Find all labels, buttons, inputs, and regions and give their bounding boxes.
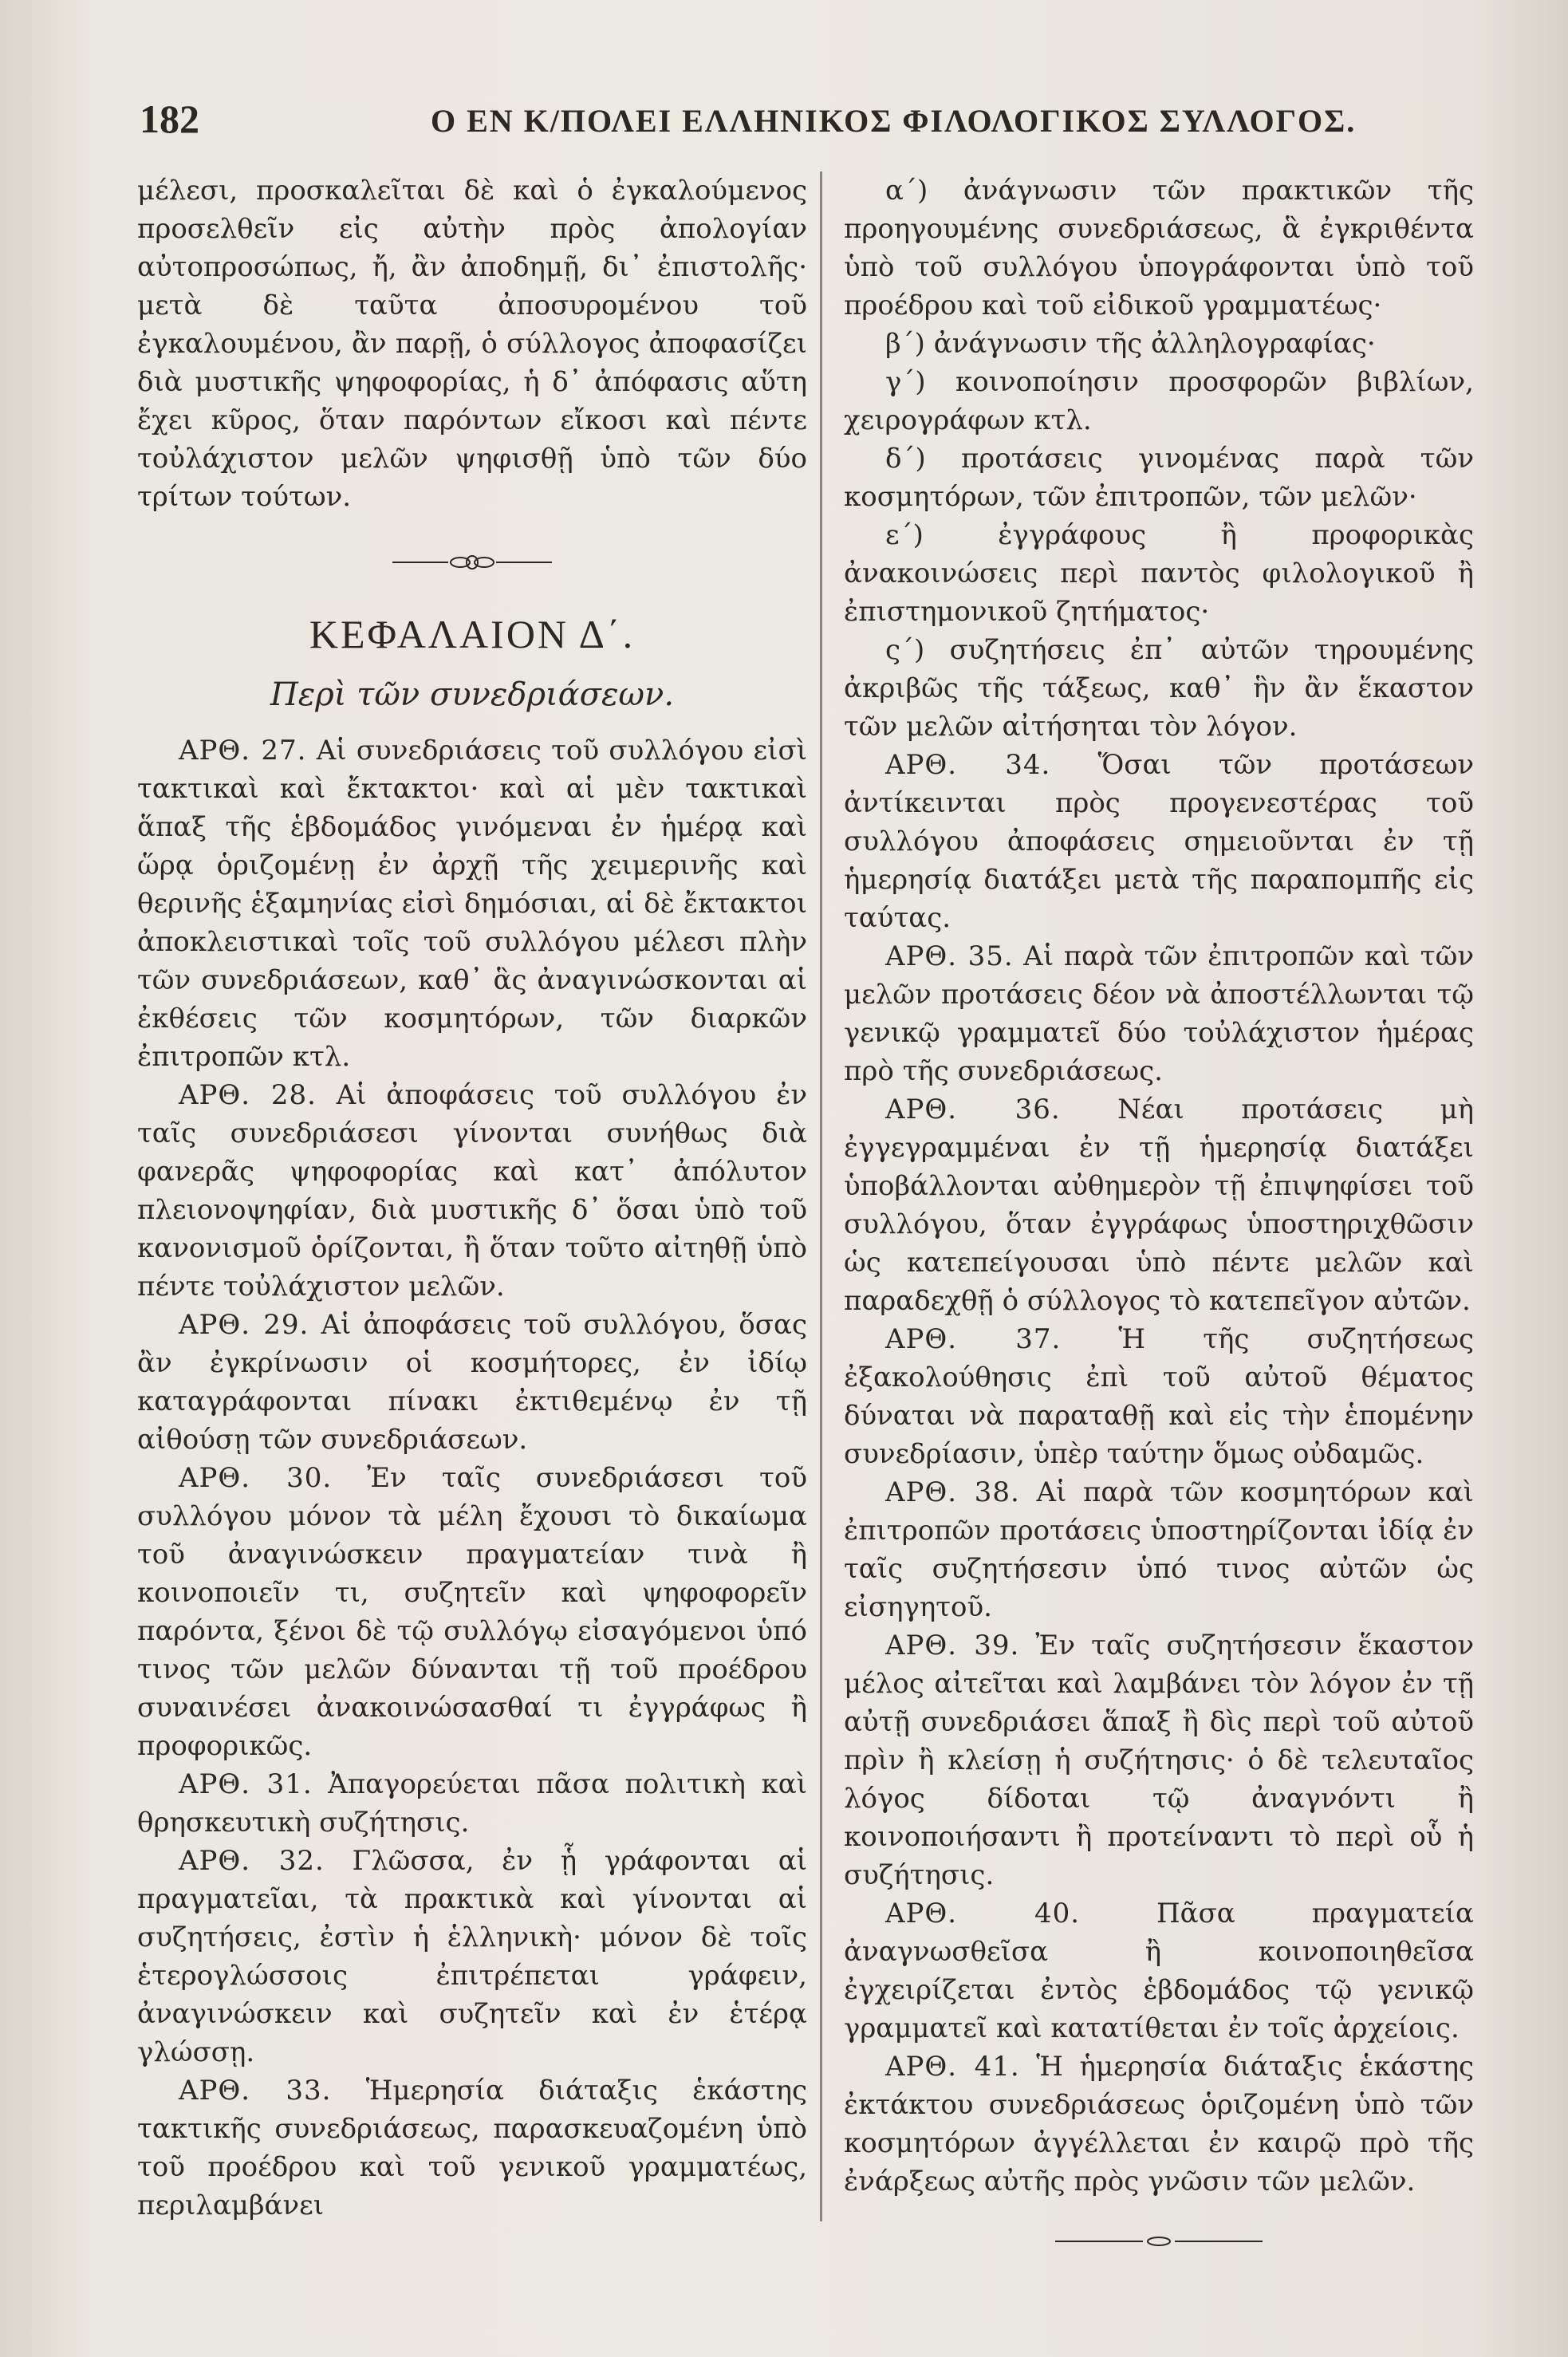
article-40 [844,1894,1474,2048]
article-text: Ἐν ταῖς συνεδριάσεσι τοῦ συλλόγου μόνον τὰ μέλη ἔχουσι τὸ δικαίωμα τοῦ ἀναγινώσκειν πραγματείαν τινὰ ἢ κοινοποιεῖν τι, συζητεῖν καὶ ψηφοφορεῖν παρόντα, ξένοι δὲ τῷ συλλόγῳ εἰσαγόμενοι ὑπό τινος τῶν μελῶν δύνανται τῇ τοῦ προέδρου συναινέσει ἀνακοινώσασθαί τι ἐγγράφως ἢ προφορικῶς. [137,1462,807,1762]
article-32 [137,1842,807,2071]
article-number: ΑΡΘ. 39. [885,1630,1020,1661]
article-28 [137,1076,807,1306]
opening-paragraph: μέλεσι, προσκαλεῖται δὲ καὶ ὁ ἐγκαλούμενος προσελθεῖν εἰς αὐτὴν πρὸς ἀπολογίαν αὐτοπροσώπως, ἤ, ἂν ἀποδημῇ, δι᾽ ἐπιστολῆς· μετὰ δὲ ταῦτα ἀποσυρομένου τοῦ ἐγκαλουμένου, ἂν παρῇ, ὁ σύλλογος ἀποφασίζει διὰ μυστικῆς ψηφοφορίας, ἡ δ᾽ ἀπόφασις αὕτη ἔχει κῦρος, ὅταν παρόντων εἴκοσι καὶ πέντε τοὐλάχιστον μελῶν ψηφισθῇ ὑπὸ τῶν δύο τρίτων τούτων. [137,175,807,513]
article-31 [137,1765,807,1842]
article-34 [844,746,1474,937]
running-head: Ο ΕΝ Κ/ΠΟΛΕΙ ΕΛΛΗΝΙΚΟΣ ΦΙΛΟΛΟΓΙΚΟΣ ΣΥΛΛΟΓΟΣ. [431,103,1357,139]
article-text: Ἐν ταῖς συζητήσεσιν ἕκαστον μέλος αἰτεῖται καὶ λαμβάνει τὸν λόγον ἐν τῇ αὐτῇ συνεδριάσει ἅπαξ ἢ δὶς περὶ τοῦ αὐτοῦ πρὶν ἢ κλείσῃ ἡ συζήτησις· ὁ δὲ τελευταῖος λόγος δίδοται τῷ ἀναγνόντι ἢ κοινοποιήσαντι ἢ προτείναντι τὸ περὶ οὗ ἡ συζήτησις. [844,1630,1474,1891]
end-ornament [844,2221,1474,2260]
article-number: ΑΡΘ. 32. [179,1845,325,1877]
article-35 [844,937,1474,1090]
article-text: Νέαι προτάσεις μὴ ἐγγεγραμμέναι ἐν τῇ ἡμερησίᾳ διατάξει ὑποβάλλονται αὐθημερὸν τῇ ἐπιψηφίσει τοῦ συλλόγου, ὅταν ἐγγράφως ὑποστηριχθῶσιν ὡς κατεπείγουσαι ὑπὸ πέντε μελῶν καὶ παραδεχθῇ ὁ σύλλογος τὸ κατεπεῖγον αὐτῶν. [844,1094,1474,1317]
article-33 [137,2071,807,2225]
article-text: Ἀπαγορεύεται πᾶσα πολιτικὴ καὶ θρησκευτικὴ συζήτησις. [137,1768,808,1839]
article-29 [137,1306,807,1459]
article-number: ΑΡΘ. 37. [885,1323,1062,1355]
article-text: Αἱ παρὰ τῶν κοσμητόρων καὶ ἐπιτροπῶν προτάσεις ὑποστηρίζονται ἰδίᾳ ἐν ταῖς συζητήσεσιν ὑπό τινος αὐτῶν ὡς εἰσηγητοῦ. [844,1476,1474,1623]
article-number: ΑΡΘ. 38. [885,1476,1020,1508]
article-number: ΑΡΘ. 33. [179,2075,332,2107]
article-text: Πᾶσα πραγματεία ἀναγνωσθεῖσα ἢ κοινοποιηθεῖσα ἐγχειρίζεται ἐντὸς ἑβδομάδος τῷ γενικῷ γραμματεῖ καὶ κατατίθεται ἐν τοῖς ἀρχείοις. [844,1898,1474,2044]
chapter-subtitle: Περὶ τῶν συνεδριάσεων. [270,676,675,713]
agenda-item-e: ε΄) ἐγγράφους ἢ προφορικὰς ἀνακοινώσεις περὶ παντὸς φιλολογικοῦ ἢ ἐπιστημονικοῦ ζητήματος· [844,519,1474,628]
article-number: ΑΡΘ. 34. [885,749,1051,781]
article-36 [844,1090,1474,1320]
right-column [844,171,1474,2260]
article-number: ΑΡΘ. 30. [179,1462,333,1494]
article-text: Αἱ ἀποφάσεις τοῦ συλλόγου, ὅσας ἂν ἐγκρίνωσιν οἱ κοσμήτορες, ἐν ἰδίῳ καταγράφονται πίνακι ἐκτιθεμένῳ ἐν τῇ αἰθούσῃ τῶν συνεδριάσεων. [137,1309,807,1456]
end-rule-icon [1055,2233,1263,2249]
column-divider [820,171,822,2221]
article-text: Ὅσαι τῶν προτάσεων ἀντίκεινται πρὸς προγενεστέρας τοῦ συλλόγου ἀποφάσεις σημειοῦνται ἐν τῇ ἡμερησίᾳ διατάξει μετὰ τῆς παραπομπῆς εἰς ταύτας. [844,749,1474,934]
agenda-item-f: ς΄) συζητήσεις ἐπ᾽ αὐτῶν τηρουμένης ἀκριβῶς τῆς τάξεως, καθ᾽ ἣν ἂν ἕκαστον τῶν μελῶν αἰτήσηται τὸν λόγον. [844,634,1474,743]
article-number: ΑΡΘ. 29. [179,1309,309,1341]
article-number: ΑΡΘ. 35. [885,940,1014,972]
ornament-divider [137,543,807,581]
article-41 [844,2048,1474,2201]
agenda-item-d: δ΄) προτάσεις γινομένας παρὰ τῶν κοσμητόρων, τῶν ἐπιτροπῶν, τῶν μελῶν· [844,443,1474,513]
chapter-title: ΚΕΦΑΛΑΙΟΝ Δ΄. [309,612,636,656]
article-38 [844,1473,1474,1626]
article-number: ΑΡΘ. 40. [885,1898,1081,1929]
page-number: 182 [140,97,199,141]
article-text: Αἱ παρὰ τῶν ἐπιτροπῶν καὶ τῶν μελῶν προτάσεις δέον νὰ ἀποστέλλωνται τῷ γενικῷ γραμματεῖ δύο τοὐλάχιστον ἡμέρας πρὸ τῆς συνεδριάσεως. [844,940,1474,1087]
page-header [140,96,1432,152]
article-number: ΑΡΘ. 31. [179,1768,313,1800]
article-number: ΑΡΘ. 36. [885,1094,1061,1125]
agenda-item-c: γ΄) κοινοποίησιν προσφορῶν βιβλίων, χειρογράφων κτλ. [844,366,1474,436]
article-text: Ἡ τῆς συζητήσεως ἐξακολούθησις ἐπὶ τοῦ αὐτοῦ θέματος δύναται νὰ παραταθῇ καὶ εἰς τὴν ἑπομένην συνεδρίασιν, ὑπὲρ ταύτην ὅμως οὐδαμῶς. [844,1323,1474,1470]
agenda-item-b: β΄) ἀνάγνωσιν τῆς ἀλληλογραφίας· [885,328,1376,360]
left-column [137,171,807,2225]
article-text: Ἡμερησία διάταξις ἑκάστης τακτικῆς συνεδριάσεως, παρασκευαζομένη ὑπὸ τοῦ προέδρου καὶ τοῦ γενικοῦ γραμματέως, περιλαμβάνει [137,2075,807,2221]
article-number: ΑΡΘ. 27. [179,735,307,767]
article-37 [844,1320,1474,1473]
article-text: Ἡ ἡμερησία διάταξις ἑκάστης ἐκτάκτου συνεδριάσεως ὁριζομένη ὑπὸ τῶν κοσμητόρων ἀγγέλλεται ἐν καιρῷ πρὸ τῆς ἐνάρξεως αὐτῆς πρὸς γνῶσιν τῶν μελῶν. [844,2051,1474,2197]
agenda-item-a: α΄) ἀνάγνωσιν τῶν πρακτικῶν τῆς προηγουμένης συνεδριάσεως, ἃ ἐγκριθέντα ὑπὸ τοῦ συλλόγου ὑπογράφονται ὑπὸ τοῦ προέδρου καὶ τοῦ εἰδικοῦ γραμματέως· [844,175,1474,321]
article-text: Γλῶσσα, ἐν ᾗ γράφονται αἱ πραγματεῖαι, τὰ πρακτικὰ καὶ γίνονται αἱ συζητήσεις, ἐστὶν ἡ ἑλληνικὴ· μόνον δὲ τοῖς ἑτερογλώσσοις ἐπιτρέπεται γράφειν, ἀναγινώσκειν καὶ συζητεῖν καὶ ἐν ἑτέρᾳ γλώσσῃ. [137,1845,807,2068]
article-text: Αἱ συνεδριάσεις τοῦ συλλόγου εἰσὶ τακτικαὶ καὶ ἔκτακτοι· καὶ αἱ μὲν τακτικαὶ ἅπαξ τῆς ἑβδομάδος γινόμεναι ἐν ἡμέρᾳ καὶ ὥρᾳ ὁριζομένῃ ἐν ἀρχῇ τῆς χειμερινῆς καὶ θερινῆς ἑξαμηνίας εἰσὶ δημόσιαι, αἱ δὲ ἔκτακτοι ἀποκλειστικαὶ τοῖς τοῦ συλλόγου μέλεσι πλὴν τῶν συνεδριάσεων, καθ᾽ ἃς ἀναγινώσκονται αἱ ἐκθέσεις τῶν κοσμητόρων, τῶν διαρκῶν ἐπιτροπῶν κτλ. [137,735,807,1073]
article-39 [844,1626,1474,1894]
article-number: ΑΡΘ. 28. [179,1079,317,1111]
article-30 [137,1459,807,1765]
ornament-icon [392,554,552,571]
article-text: Αἱ ἀποφάσεις τοῦ συλλόγου ἐν ταῖς συνεδριάσεσι γίνονται συνήθως διὰ φανερᾶς ψηφοφορίας καὶ κατ᾽ ἀπόλυτον πλειονοψηφίαν, διὰ μυστικῆς δ᾽ ὅσαι ὑπὸ τοῦ κανονισμοῦ ὁρίζονται, ἢ ὅταν τοῦτο αἰτηθῇ ὑπὸ πέντε τοὐλάχιστον μελῶν. [137,1079,808,1303]
article-27 [137,731,807,1076]
article-number: ΑΡΘ. 41. [885,2051,1020,2083]
